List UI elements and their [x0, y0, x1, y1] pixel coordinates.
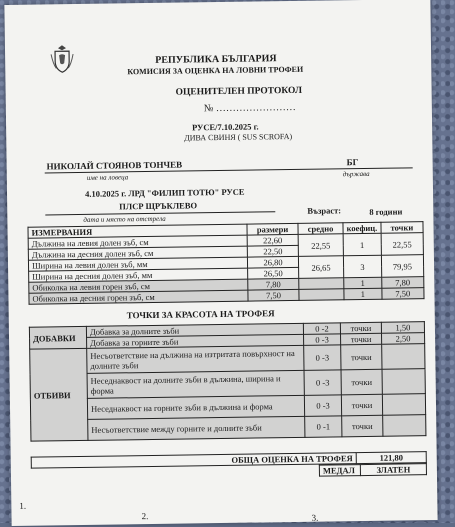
signature-1: 1. — [19, 500, 27, 511]
group-average: 22,55 — [298, 234, 343, 257]
group-points: 79,95 — [381, 255, 424, 278]
bonus-range: 0 -3 — [304, 334, 341, 346]
species: ДИВА СВИНЯ ( SUS SCROFA) — [184, 131, 293, 143]
group-points: 7,50 — [382, 288, 424, 300]
col-points: точки — [381, 222, 423, 234]
hunter-caption: име на ловеца — [86, 173, 129, 182]
deduct-text: Несъответствие на дължина на изтритата повърхност на долните зъби — [87, 345, 304, 373]
age-value: 8 години — [369, 206, 403, 217]
bonus-unit: точки — [340, 322, 381, 334]
row-label: Ширина на десния долен зъб, мм — [29, 268, 248, 282]
deduct-label: ОТБИВИ — [30, 348, 88, 441]
deduct-text: Неседнаквост на горните зъби в дължина и форма — [87, 395, 304, 419]
bonus-value: 1,50 — [381, 322, 424, 334]
deduct-value — [382, 369, 425, 395]
beauty-title: ТОЧКИ ЗА КРАСОТА НА ТРОФЕЯ — [126, 308, 275, 321]
deduct-unit: точки — [342, 415, 383, 437]
bonus-range: 0 -2 — [303, 323, 340, 335]
deduct-value — [383, 415, 426, 437]
deduct-value — [382, 394, 425, 416]
bonus-text: Добавка за горните зъби — [87, 334, 304, 348]
commission-title: КОМИСИЯ ЗА ОЦЕНКА НА ЛОВНИ ТРОФЕИ — [127, 64, 304, 77]
col-measurements: ИЗМЕРВАНИЯ — [28, 224, 247, 238]
deduct-range: 0 -1 — [305, 416, 342, 438]
deduct-value — [382, 344, 425, 370]
col-size: размери — [247, 223, 298, 235]
row-label: Обиколка на левия горен зъб, см — [29, 279, 248, 293]
medal-row — [319, 464, 426, 476]
place-date: РУСЕ/7.10.2025 г. — [192, 121, 259, 133]
signature-3: 3. — [311, 512, 319, 523]
hunt-date-place: 4.10.2025 г. ЛРД "ФИЛИП ТОТЮ" РУСЕ — [84, 186, 245, 199]
group-average: 26,65 — [298, 256, 343, 279]
hunt-caption: дата и място на отстрела — [83, 214, 166, 224]
col-coefficient: коефиц. — [343, 222, 381, 234]
group-average — [299, 289, 344, 301]
bonus-text: Добавка за долните зъби — [86, 323, 303, 337]
row-value: 22,60 — [247, 234, 298, 246]
beauty-table — [29, 321, 427, 442]
deduct-text: Несъответствие между горните и долните зъби — [88, 416, 305, 440]
total-value: 121,80 — [356, 452, 426, 464]
row-label: Обиколка на десния горен зъб, см — [29, 290, 248, 304]
col-average: средно — [298, 223, 343, 235]
signature-2: 2. — [141, 511, 149, 522]
group-coefficient: 3 — [343, 255, 381, 278]
deduct-range: 0 -3 — [304, 395, 341, 417]
bonus-unit: точки — [341, 333, 382, 345]
row-label: Дължина на левия долен зъб, см — [28, 235, 247, 249]
hunter-country: БГ — [346, 157, 359, 168]
age-label: Възраст: — [307, 205, 342, 216]
total-label: ОБЩА ОЦЕНКА НА ТРОФЕЯ — [31, 453, 356, 469]
hunt-area: ПЛСР ЩРЪКЛЕВО — [119, 200, 198, 212]
protocol-title: ОЦЕНИТЕЛЕН ПРОТОКОЛ — [175, 85, 303, 98]
row-value: 26,80 — [247, 256, 298, 268]
bonus-label: ДОБАВКИ — [29, 326, 86, 349]
group-points: 7,80 — [381, 277, 423, 289]
measurements-table — [27, 221, 424, 305]
row-value: 7,80 — [248, 278, 299, 290]
row-value: 7,50 — [248, 289, 299, 301]
group-points: 22,55 — [381, 233, 424, 256]
medal-value: ЗЛАТЕН — [360, 464, 426, 476]
row-value: 26,50 — [248, 267, 299, 279]
country-caption: държава — [342, 169, 370, 179]
group-average — [299, 278, 344, 290]
deduct-unit: точки — [341, 394, 382, 416]
medal-label: МЕДАЛ — [319, 465, 360, 477]
protocol-number: № …………………… — [203, 101, 296, 115]
row-value: 22,50 — [247, 245, 298, 257]
bonus-value: 2,50 — [382, 333, 425, 345]
row-label: Ширина на левия долен зъб, мм — [28, 257, 247, 271]
deduct-range: 0 -3 — [304, 370, 341, 396]
deduct-text: Неседнаквост на долните зъби в дължина, ширина и форма — [87, 370, 304, 398]
republic-title: РЕПУБЛИКА БЪЛГАРИЯ — [155, 53, 277, 66]
group-coefficient: 1 — [344, 288, 382, 300]
hunter-name: НИКОЛАЙ СТОЯНОВ ТОНЧЕВ — [46, 159, 183, 172]
protocol-sheet — [4, 0, 437, 526]
coat-of-arms-icon — [49, 44, 75, 74]
medal-table — [319, 463, 427, 477]
group-coefficient: 1 — [343, 233, 381, 256]
deduct-unit: точки — [341, 369, 382, 395]
deduct-unit: точки — [341, 344, 382, 370]
group-coefficient: 1 — [344, 277, 382, 289]
table-row — [31, 415, 426, 442]
row-label: Дължина на десния долен зъб, см — [28, 246, 247, 260]
deduct-range: 0 -3 — [304, 345, 341, 371]
